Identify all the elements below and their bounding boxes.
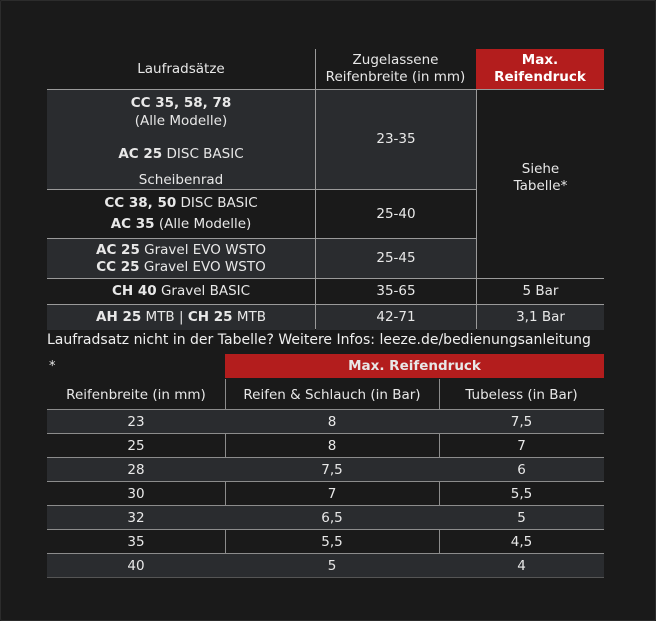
row5-line1 [96,309,266,326]
header-max-pressure [476,49,604,89]
table-cell-width: 32 [127,509,145,526]
row5-rest1: MTB | [141,309,188,325]
row3-line2-rest: Gravel EVO WSTO [139,258,266,275]
row-separator-bottom [47,577,604,578]
row2-width [316,190,476,238]
row1-line3-bold: AC 25 [118,146,163,162]
row4-wheelsets [47,279,315,304]
header-tire-width-line1: Zugelassene [352,52,439,68]
row3-line1-bold: AC 25 [96,241,140,258]
info-text: Laufradsatz nicht in der Tabelle? Weitere Infos: leeze.de/bedienungsanleitung [47,332,591,348]
row4-width [316,279,476,304]
t1-hline-2 [47,238,476,239]
row1-line3-rest: DISC BASIC [162,146,244,162]
header-width-mm: Reifenbreite (in mm) [66,387,206,403]
table-cell-tubeless: 6 [517,461,526,478]
row2-wheelsets [47,190,315,238]
table-cell-width: 40 [127,557,145,574]
table-cell-tube: 8 [327,413,337,430]
row2-line2 [111,216,252,233]
row3-line1 [96,242,266,259]
row4-line1 [112,283,250,300]
row5-rest2: MTB [232,309,266,325]
table-cell-width: 28 [127,461,145,478]
table-cell-tube: 5,5 [321,533,343,550]
row1-line4 [139,172,223,190]
header-max-pressure-line2: Reifendruck [494,69,586,85]
t1-vline-2 [476,89,477,329]
row5-wheelsets [47,305,315,330]
row1-wheelsets [47,90,315,189]
row5-pressure-value: 3,1 Bar [516,309,565,325]
table-cell-tubeless: 4 [517,557,526,574]
row3-wheelsets [47,239,315,278]
row1-line1 [131,95,232,113]
row4-line1-bold: CH 40 [111,283,157,299]
t1-hline-header [47,89,604,90]
header-wheelsets-label: Laufradsätze [137,60,225,77]
row1-width [316,90,476,189]
table-cell-tubeless: 5,5 [510,485,533,502]
row2-line1 [104,195,257,212]
row2-line2-bold: AC 35 [110,216,155,232]
row3-width [316,239,476,278]
header-tube: Reifen & Schlauch (in Bar) [243,387,421,403]
row2-line1-rest: DISC BASIC [176,195,258,211]
header-max-pressure-line1: Max. [521,52,559,68]
merged-pressure-line2: Tabelle* [513,178,568,194]
row5-bold1: AH 25 [96,309,142,325]
row5-width-value: 42-71 [376,309,416,325]
t1-hline-1 [47,189,476,190]
row4-pressure-value: 5 Bar [522,283,559,299]
merged-pressure-cell [477,90,604,278]
row1-line3 [118,146,243,164]
table-cell-tube: 6,5 [321,509,343,526]
row2-line2-rest: (Alle Modelle) [154,216,252,232]
row3-line2 [96,259,265,276]
table-cell-tubeless: 7 [517,437,526,454]
row4-pressure [477,279,604,304]
row5-width [316,305,476,330]
row1-line2-rest: (Alle Modelle) [134,112,228,129]
table-cell-tube: 8 [327,437,337,454]
header-tire-width [315,49,476,89]
row5-bold2: CH 25 [187,309,233,325]
table-cell-width: 25 [127,437,145,454]
row4-line1-rest: Gravel BASIC [156,283,251,299]
row3-line1-rest: Gravel EVO WSTO [139,241,266,258]
header-tubeless: Tubeless (in Bar) [465,387,578,403]
table-cell-tube: 5 [327,557,337,574]
row5-pressure [477,305,604,330]
table-cell-tubeless: 5 [517,509,526,526]
table-cell-tube: 7 [327,485,337,502]
table-cell-width: 35 [127,533,145,550]
header-tire-width-line2: Reifenbreite (in mm) [325,69,466,85]
row2-line1-bold: CC 38, 50 [104,195,177,211]
row4-width-value: 35-65 [376,283,416,299]
group-header-max-pressure: Max. Reifendruck [225,354,604,378]
table-cell-width: 30 [127,485,145,502]
row3-width-value: 25-45 [376,250,416,266]
row1-line1-bold: CC 35, 58, 78 [130,95,232,111]
table-cell-tubeless: 7,5 [510,413,533,430]
table-cell-tubeless: 4,5 [510,533,533,550]
asterisk-note: * [49,359,56,374]
header-wheelsets [47,49,315,89]
row2-width-value: 25-40 [376,205,416,222]
row1-width-value: 23-35 [376,131,416,147]
row3-line2-bold: CC 25 [96,258,140,275]
merged-pressure-line1: Siehe [521,161,560,177]
table-cell-width: 23 [127,413,145,430]
row1-line2 [135,113,227,131]
table-cell-tube: 7,5 [321,461,343,478]
t1-hline-3 [47,278,604,279]
t1-hline-4 [47,304,604,305]
row1-line4-rest: Scheibenrad [138,171,224,188]
